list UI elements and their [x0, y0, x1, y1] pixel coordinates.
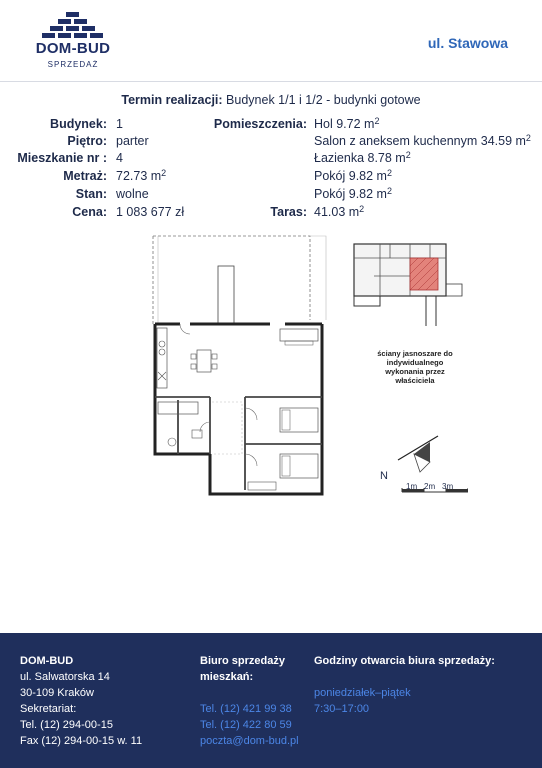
completion-label: Termin realizacji: [121, 93, 223, 107]
plan-legend-note: ściany jasnoszare do indywidualnego wykonania przez właściciela [377, 349, 453, 385]
terrace-value: 41.03 $m^2$ [314, 204, 365, 219]
price-value: 1 083 677 zł [116, 205, 185, 219]
phone-link-2[interactable]: Tel. (12) 422 80 59 [200, 719, 292, 731]
north-label: N [380, 470, 388, 482]
building-key-plan [350, 236, 465, 331]
logo-name: DOM-BUD [35, 40, 111, 57]
logo-subtitle: SPRZEDAŻ [47, 60, 99, 69]
scale-label-2m: 2m [424, 482, 436, 491]
office-hours: Godziny otwarcia biura sprzedaży: poniedziałek–piątek 7:30–17:00 [314, 655, 495, 715]
room-item: Pokój 9.82 $m^2$ [314, 186, 392, 201]
floor-plan-drawing [150, 232, 330, 500]
page-footer [0, 633, 542, 768]
room-item: Łazienka 8.78 $m^2$ [314, 150, 411, 165]
apartment-number-label: Mieszkanie nr : [17, 151, 107, 165]
building-value: 1 [116, 117, 123, 131]
scale-label-1m: 1m [406, 482, 418, 491]
rooms-label: Pomieszczenia: [213, 117, 307, 131]
sales-office-contact: Biuro sprzedaży mieszkań: Tel. (12) 421 99 38 Tel. (12) 422 80 59 poczta@dom-bud.pl [200, 655, 299, 747]
office-days: poniedziałek–piątek [314, 687, 411, 699]
floor-value: parter [116, 134, 149, 148]
terrace-label: Taras: [270, 205, 307, 219]
status-value: wolne [116, 187, 149, 201]
office-time: 7:30–17:00 [314, 703, 370, 715]
phone-link-1[interactable]: Tel. (12) 421 99 38 [200, 703, 292, 715]
dom-bud-logo[interactable] [30, 12, 116, 74]
area-label: Metraż: [63, 169, 107, 183]
compass-and-scale [378, 432, 468, 494]
company-contact: DOM-BUD ul. Salwatorska 14 30-109 Kraków Sekretariat: Tel. (12) 294-00-15 Fax (12) 294-00-15 w. 11 [20, 655, 143, 747]
building-label: Budynek: [50, 117, 107, 131]
page-header [0, 0, 542, 82]
completion-date-line [0, 93, 542, 107]
email-link[interactable]: poczta@dom-bud.pl [200, 735, 299, 747]
completion-value: Budynek 1/1 i 1/2 - budynki gotowe [226, 93, 421, 107]
price-label: Cena: [72, 205, 107, 219]
room-item: Pokój 9.82 $m^2$ [314, 168, 392, 183]
apartment-number-value: 4 [116, 151, 123, 165]
street-name: ul. Stawowa [427, 35, 508, 51]
room-item: Salon z aneksem kuchennym 34.59 $m^2$ [314, 133, 531, 148]
brick-pyramid-icon [42, 12, 104, 38]
scale-label-3m: 3m [442, 482, 454, 491]
area-value: 72.73 $m^2$ [116, 168, 167, 183]
status-label: Stan: [75, 187, 107, 201]
floor-label: Piętro: [67, 134, 107, 148]
room-item: Hol 9.72 $m^2$ [314, 116, 380, 131]
